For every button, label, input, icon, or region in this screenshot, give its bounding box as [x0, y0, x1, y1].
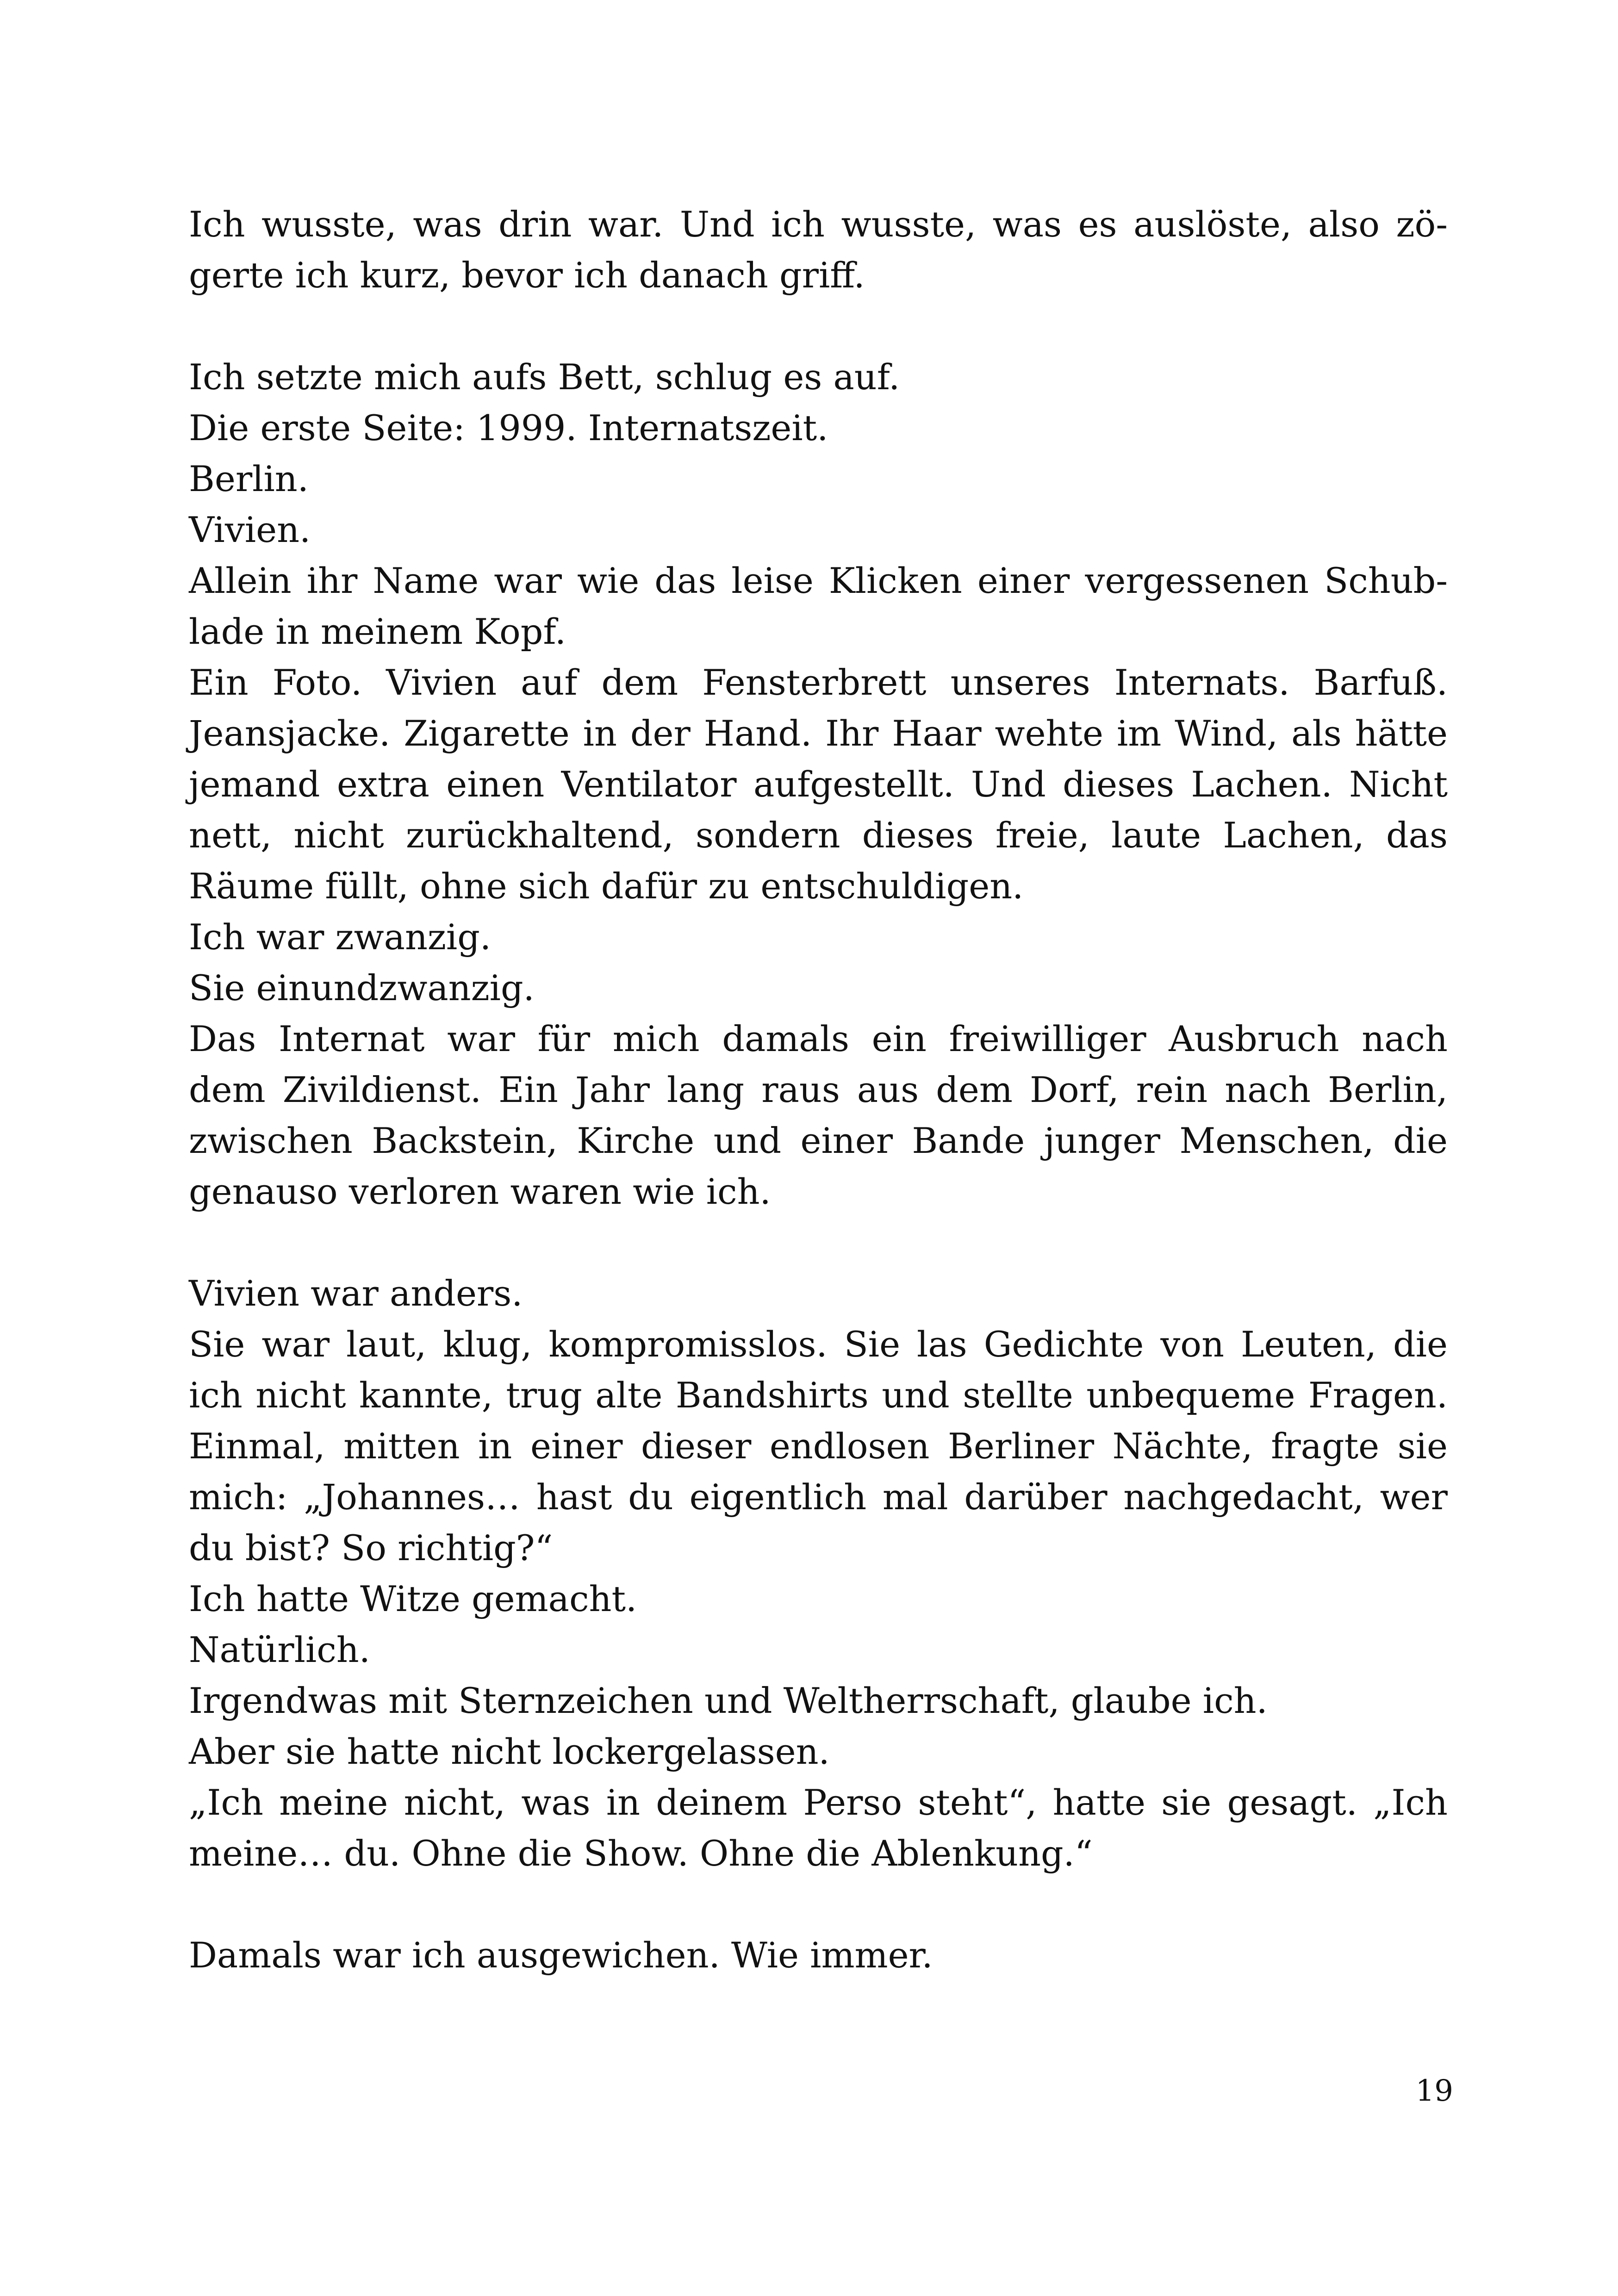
text-line: Vivien war anders. — [189, 1273, 523, 1314]
text-line: Natürlich. — [189, 1629, 370, 1670]
text-line: gerte ich kurz, bevor ich danach griff. — [189, 255, 865, 296]
paragraph — [189, 1930, 1448, 1981]
text-line: Ich hatte Witze gemacht. — [189, 1578, 637, 1619]
text-line: Räume füllt, ohne sich dafür zu entschuldigen. — [189, 865, 1024, 907]
text-line: Irgendwas mit Sternzeichen und Weltherrschaft, glaube ich. — [189, 1680, 1268, 1721]
text-line: du bist? So richtig?“ — [189, 1527, 553, 1568]
text-line: Die erste Seite: 1999. Internatszeit. — [189, 407, 828, 448]
text-line: „Ich meine nicht, was in deinem Perso steht“, hatte sie gesagt. „Ich — [189, 1782, 1448, 1823]
text-line: Das Internat war für mich damals ein freiwilliger Ausbruch nach — [189, 1018, 1448, 1059]
text-line: Vivien. — [189, 509, 311, 550]
text-line: mich: „Johannes… hast du eigentlich mal darüber nachgedacht, wer — [189, 1476, 1448, 1518]
text-line: Ich setzte mich aufs Bett, schlug es auf. — [189, 356, 900, 398]
text-line: Damals war ich ausgewichen. Wie immer. — [189, 1935, 933, 1976]
text-line: Ich war zwanzig. — [189, 916, 492, 958]
text-line: Sie war laut, klug, kompromisslos. Sie las Gedichte von Leuten, die — [189, 1324, 1448, 1365]
text-line: Aber sie hatte nicht lockergelassen. — [189, 1731, 830, 1772]
paragraph — [189, 199, 1448, 301]
page-number: 19 — [1415, 2074, 1453, 2108]
paragraph — [189, 1268, 1448, 1879]
text-line: meine… du. Ohne die Show. Ohne die Ablenkung.“ — [189, 1833, 1093, 1874]
text-line: Berlin. — [189, 458, 309, 499]
text-line: genauso verloren waren wie ich. — [189, 1171, 771, 1212]
text-line: dem Zivildienst. Ein Jahr lang raus aus dem Dorf, rein nach Berlin, — [189, 1069, 1448, 1110]
text-line: nett, nicht zurückhaltend, sondern dieses freie, laute Lachen, das — [189, 815, 1448, 856]
text-line: Sie einundzwanzig. — [189, 967, 535, 1008]
text-line: Jeansjacke. Zigarette in der Hand. Ihr Haar wehte im Wind, als hätte — [189, 713, 1448, 754]
text-line: ich nicht kannte, trug alte Bandshirts und stellte unbequeme Fragen. — [189, 1375, 1448, 1416]
text-line: lade in meinem Kopf. — [189, 611, 566, 652]
text-line: Einmal, mitten in einer dieser endlosen Berliner Nächte, fragte sie — [189, 1425, 1448, 1467]
text-line: Ein Foto. Vivien auf dem Fensterbrett unseres Internats. Barfuß. — [189, 662, 1448, 703]
text-line: Allein ihr Name war wie das leise Klicken einer vergessenen Schub- — [189, 560, 1448, 601]
text-line: Ich wusste, was drin war. Und ich wusste, was es auslöste, also zö- — [189, 204, 1448, 245]
paragraph — [189, 352, 1448, 1217]
text-line: zwischen Backstein, Kirche und einer Bande junger Menschen, die — [189, 1120, 1448, 1161]
body-text — [189, 199, 1448, 2032]
text-line: jemand extra einen Ventilator aufgestellt. Und dieses Lachen. Nicht — [189, 764, 1448, 805]
